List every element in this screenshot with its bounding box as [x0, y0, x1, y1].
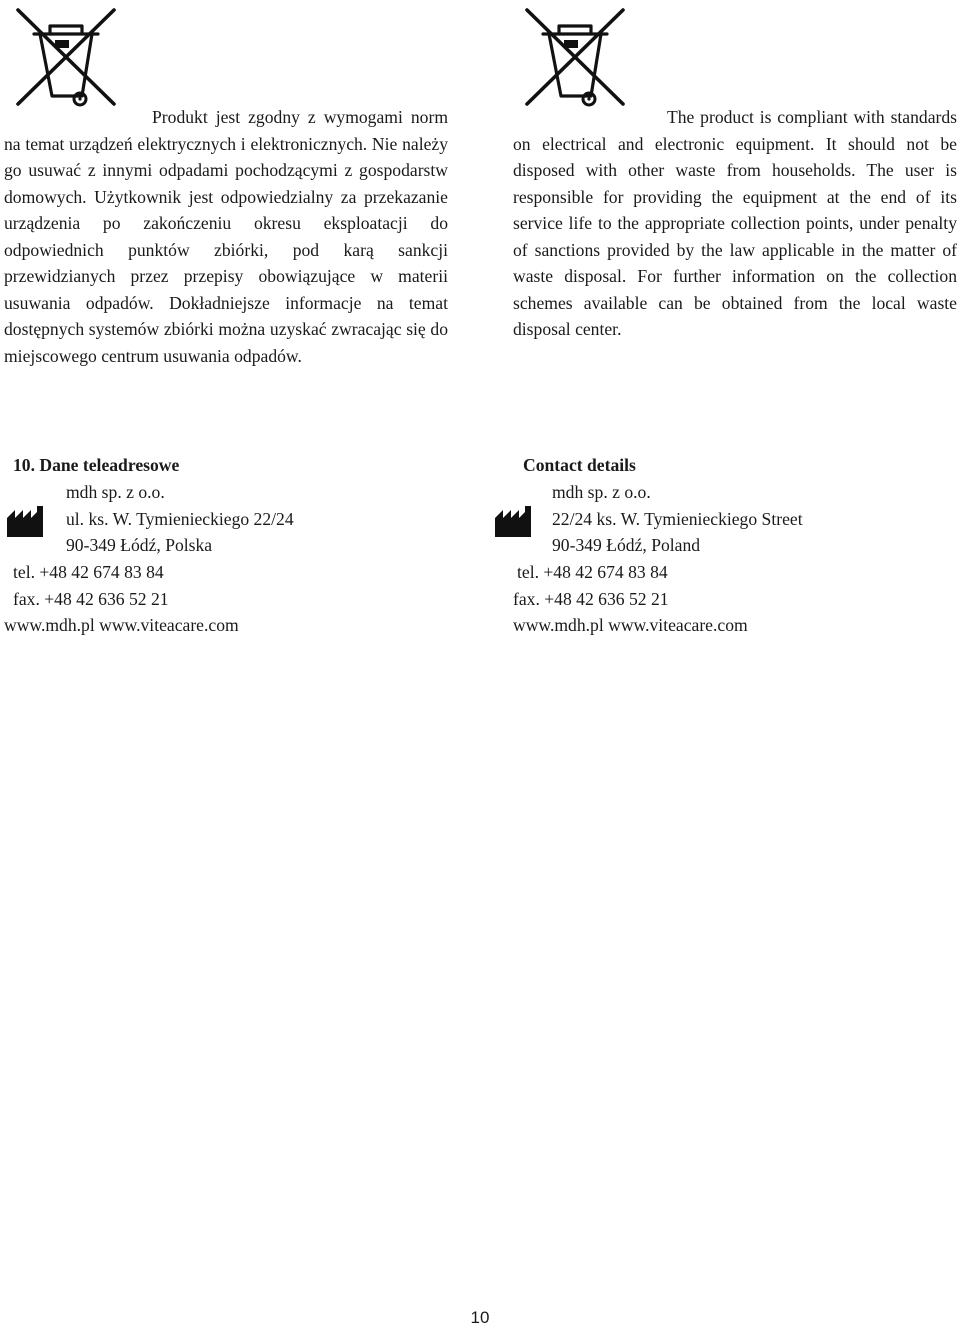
disposal-paragraph-first-line: The product is compliant with: [667, 107, 885, 127]
phone-number: tel. +48 42 674 83 84: [517, 562, 668, 582]
website-links[interactable]: www.mdh.pl www.viteacare.com: [513, 615, 748, 635]
phone-number: tel. +48 42 674 83 84: [13, 562, 164, 582]
page-number: 10: [470, 1308, 490, 1327]
disposal-paragraph-first-line: Produkt jest zgodny z wymogami: [152, 107, 403, 127]
city-address: 90-349 Łódź, Poland: [552, 535, 701, 555]
manufacturer-factory-icon: [494, 504, 534, 538]
fax-number: fax. +48 42 636 52 21: [513, 589, 669, 609]
company-name: mdh sp. z o.o.: [552, 482, 651, 502]
disposal-paragraph-body: standards on electrical and electronic equipment. It should not be disposed with other waste from households. The user is responsible for providing the equipment at the end of its service life to the appropriate collection points, under penalty of sanctions provided by the law applicable in the matter of waste disposal. For further information on the collection schemes available can be obtained from the local waste disposal center.: [513, 107, 958, 339]
street-address: ul. ks. W. Tymienieckiego 22/24: [66, 509, 294, 529]
disposal-paragraph: [4, 104, 448, 369]
city-address: 90-349 Łódź, Polska: [66, 535, 213, 555]
website-links[interactable]: www.mdh.pl www.viteacare.com: [4, 615, 239, 635]
crossed-out-wheelie-bin-icon: [10, 4, 122, 116]
crossed-out-wheelie-bin-icon: [519, 4, 631, 116]
street-address: 22/24 ks. W. Tymienieckiego Street: [552, 509, 803, 529]
contact-title: Contact details: [523, 455, 636, 475]
disposal-paragraph: [513, 104, 957, 343]
manufacturer-factory-icon: [6, 504, 46, 538]
fax-number: fax. +48 42 636 52 21: [13, 589, 169, 609]
disposal-paragraph-body: norm na temat urządzeń elektrycznych i elektronicznych. Nie należy go usuwać z innymi odpadami pochodzącymi z gospodarstw domowych. Użytkownik jest odpowiedzialny za przekazanie urządzenia po zakończeniu okresu eksploatacji do odpowiednich punktów zbiórki, pod karą sankcji przewidzianych przez przepisy obowiązujące w materii usuwania odpadów. Dokładniejsze informacje na temat dostępnych systemów zbiórki można uzyskać zwracając się do miejscowego centrum usuwania odpadów.: [4, 107, 449, 366]
company-name: mdh sp. z o.o.: [66, 482, 165, 502]
contact-title: 10. Dane teleadresowe: [13, 455, 180, 475]
